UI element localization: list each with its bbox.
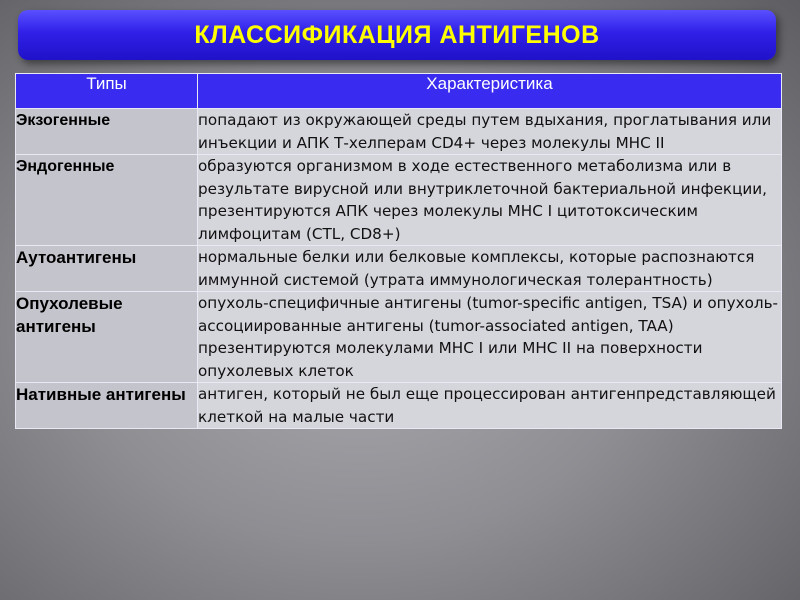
type-cell: Аутоантигены [16, 246, 198, 292]
page-title: КЛАССИФИКАЦИЯ АНТИГЕНОВ [194, 20, 600, 49]
type-cell: Эндогенные [16, 155, 198, 246]
antigen-classification-table [15, 73, 782, 429]
type-cell: Экзогенные [16, 109, 198, 155]
column-header-types: Типы [16, 74, 198, 109]
table-row [16, 246, 782, 292]
description-cell: антиген, который не был еще процессирован антигенпредставляющей клеткой на малые части [198, 383, 782, 429]
description-cell: нормальные белки или белковые комплексы, которые распознаются иммунной системой (утрата иммунологическая толерантность) [198, 246, 782, 292]
description-cell: попадают из окружающей среды путем вдыхания, проглатывания или инъекции и АПК Т-хелперам CD4+ через молекулы MHC II [198, 109, 782, 155]
description-cell: образуются организмом в ходе естественного метаболизма или в результате вирусной или внутриклеточной бактериальной инфекции, презентируются АПК через молекулы MHC I цитотоксическим лимфоцитам (CTL, CD8+) [198, 155, 782, 246]
table-row [16, 155, 782, 246]
table-row [16, 292, 782, 383]
table-row [16, 109, 782, 155]
column-header-characteristics: Характеристика [198, 74, 782, 109]
type-cell: Опухолевые антигены [16, 292, 198, 383]
description-cell: опухоль-специфичные антигены (tumor-specific antigen, TSA) и опухоль-ассоциированные антигены (tumor-associated antigen, TAA) презентируются молекулами MHC I или MHC II на поверхности опухолевых клеток [198, 292, 782, 383]
title-banner [18, 10, 776, 60]
table-header-row [16, 74, 782, 109]
table-row [16, 383, 782, 429]
type-cell: Нативные антигены [16, 383, 198, 429]
